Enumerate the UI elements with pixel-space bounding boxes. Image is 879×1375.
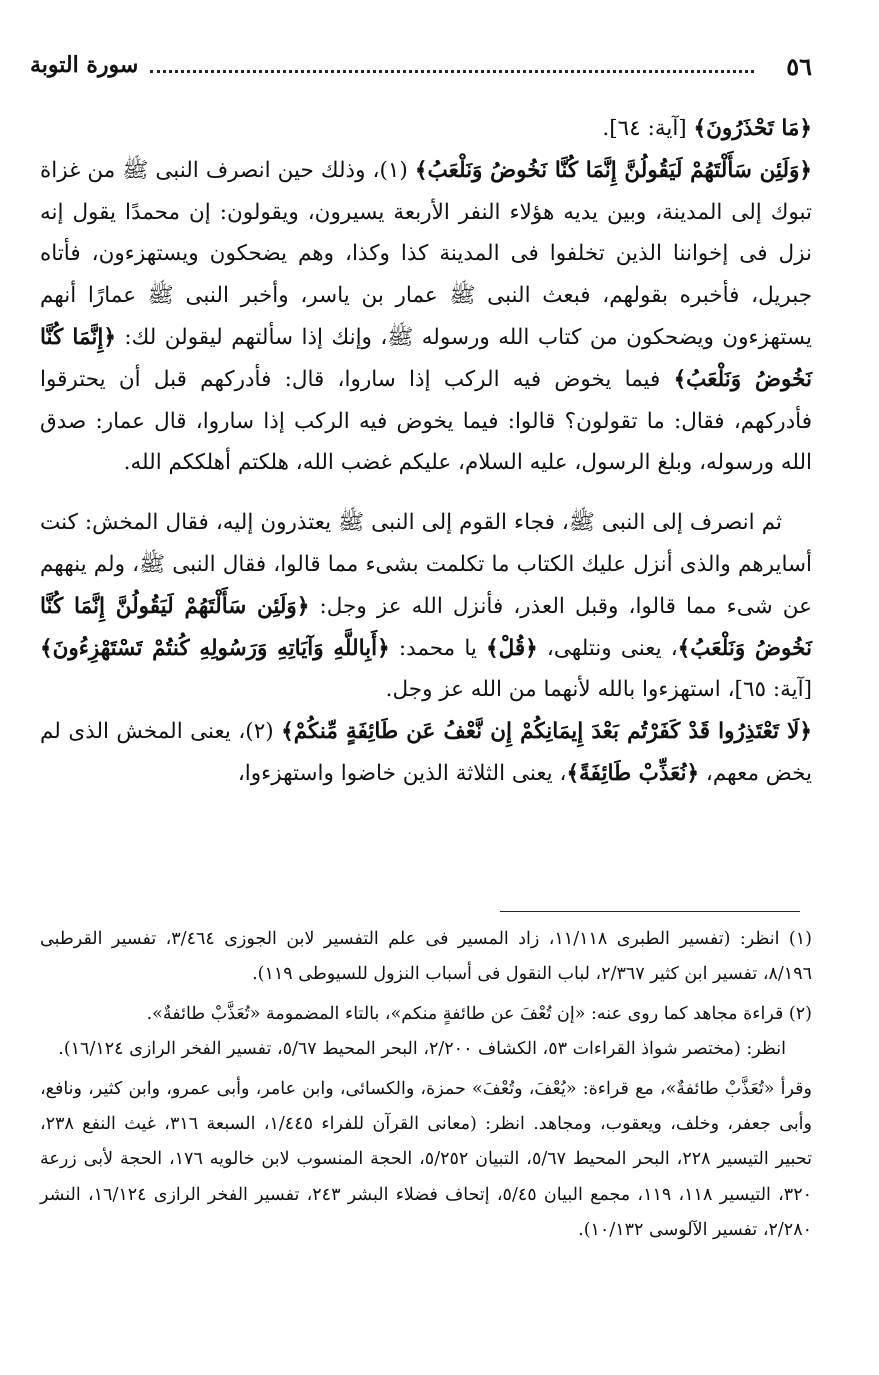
footnote-2-sources: انظر: (مختصر شواذ القراءات ٥٣، الكشاف ٢/٢٠٠، البحر المحيط ٥/٦٧، تفسير الفخر الرازى ١٦/١٢٤).: [58, 1039, 786, 1060]
page-number: ٥٦: [786, 52, 812, 81]
paragraph-text: يا محمد:: [389, 635, 487, 661]
quran-verse: ﴿وَلَئِن سَأَلْتَهُمْ لَيَقُولُنَّ إِنَّمَا كُنَّا نَخُوضُ وَنَلْعَبُ﴾: [414, 157, 812, 183]
page-header: [30, 52, 812, 88]
surah-name: سورة التوبة: [30, 52, 139, 78]
quran-verse: ﴿قُلْ﴾: [486, 635, 538, 661]
footnote-2: (٢) قراءة مجاهد كما روى عنه: «إن تُعْفَ عن طائفةٍ منكم»، بالتاء المضمومة «تُعَذَّبْ طائفةٌ».: [146, 1003, 812, 1024]
quran-verse: ﴿نُعَذِّبْ طَائِفَةً﴾: [566, 760, 700, 786]
quran-verse: ﴿إِنَّمَا كُنَّا نَخُوضُ وَنَلْعَبُ﴾: [40, 324, 812, 392]
paragraph-2: [40, 150, 812, 484]
main-text: [40, 108, 812, 795]
header-dotted-leader: [150, 70, 754, 73]
quran-verse: ﴿مَا تَحْذَرُونَ﴾: [693, 116, 812, 141]
paragraph-4: [40, 711, 812, 795]
paragraph-text: ، يعنى الثلاثة الذين خاضوا واستهزءوا،: [237, 760, 567, 786]
paragraph-text: (٢)، يعنى المخش الذى لم يخض معهم،: [40, 719, 812, 786]
paragraph-3: [40, 502, 812, 711]
quran-verse: ﴿لَا تَعْتَذِرُوا قَدْ كَفَرْتُم بَعْدَ إِيمَانِكُمْ إِن نَّعْفُ عَن طَائِفَةٍ مِّنكُمْ﴾: [281, 719, 812, 745]
footnote-separator: [500, 911, 800, 912]
footnotes: [40, 922, 812, 1249]
footnote-2-readings: وقرأ «تُعَذَّبْ طائفةٌ»، مع قراءة: «يُعْفَ، وتُعْفَ» حمزة، والكسائى، وابن عامر، وأبى عمرو، وابن كثير، ونافع، وأبى جعفر، وخلف، ويعقوب، ومجاهد. انظر: (معانى القرآن للفراء ١/٤٤٥، السبعة ٣١٦، غيث النفع ٢٣٨، تحبير التيسير ٢٢٨، البحر المحيط ٥/٦٧، التبيان ٥/٢٥٢، الحجة المنسوب لابن خالويه ١٧٦، الحجة لأبى زرعة ٣٢٠، التيسير ١١٨، ١١٩، مجمع البيان ٥/٤٥، إتحاف فضلاء البشر ٢٤٣، تفسير الفخر الرازى ١٦/١٢٤، النشر ٢/٢٨٠، تفسير الآلوسى ١٠/١٣٢).: [40, 1078, 812, 1241]
paragraph-text: [آية: ٦٥]، استهزءوا بالله لأنهما من الله عز وجل.: [385, 677, 812, 703]
quran-verse: ﴿أَبِاللَّهِ وَآيَاتِهِ وَرَسُولِهِ كُنتُمْ تَسْتَهْزِءُونَ﴾: [40, 635, 390, 661]
paragraph-text: (١)، وذلك حين انصرف النبى ﷺ من غزاة تبوك إلى المدينة، وبين يديه هؤلاء النفر الأربعة يسيرون، ويقولون: إن محمدًا يقول إنه نزل فى إخواننا الذين تخلفوا فى المدينة كذا وكذا، وهم يضحكون ويستهزءون، فأتاه جبريل، فأخبره بقولهم، فبعث النبى ﷺ عمار بن ياسر، وأخبر النبى ﷺ عمارًا أنهم يستهزءون ويضحكون من كتاب الله ورسوله ﷺ، وإنك إذا سألتهم ليقولن لك:: [40, 157, 812, 350]
quran-verse: ﴿وَلَئِن سَأَلْتَهُمْ لَيَقُولُنَّ إِنَّمَا كُنَّا نَخُوضُ وَنَلْعَبُ﴾: [40, 593, 812, 661]
paragraph-1: [40, 108, 812, 150]
paragraph-text: [آية: ٦٤].: [602, 116, 694, 141]
paragraph-text: ثم انصرف إلى النبى ﷺ، فجاء القوم إلى النبى ﷺ يعتذرون إليه، فقال المخش: كنت أسايرهم والذى أنزل عليك الكتاب ما تكلمت بشىء مما قالوا، فقال النبى ﷺ، ولم ينههم عن شىء مما قالوا، وقبل العذر، فأنزل الله عز وجل:: [40, 510, 812, 619]
footnote-1: (١) انظر: (تفسير الطبرى ١١/١١٨، زاد المسير فى علم التفسير لابن الجوزى ٣/٤٦٤، تفسير القرطبى ٨/١٩٦، تفسير ابن كثير ٢/٣٦٧، لباب النقول فى أسباب النزول للسيوطى ١١٩).: [40, 929, 812, 985]
paragraph-text: فيما يخوض فيه الركب إذا ساروا، قال: فأدركهم قبل أن يحترقوا فأدركهم، فقال: ما تقولون؟ قالوا: فيما يخوض فيه الركب إذا ساروا، قال عمار: صدق الله ورسوله، وبلغ الرسول، عليه السلام، عليكم غضب الله، هلكتم أهلككم الله.: [40, 366, 812, 476]
paragraph-text: ، يعنى ونتلهى،: [537, 635, 678, 661]
